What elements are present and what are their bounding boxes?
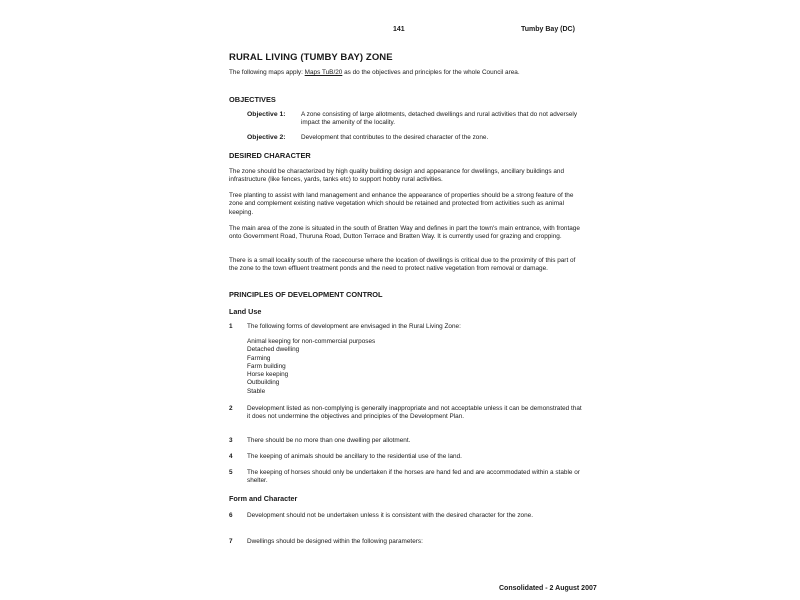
list-item: Farm building: [247, 362, 286, 370]
list-item: Animal keeping for non-commercial purposes: [247, 338, 376, 345]
objective-2-text: Development that contributes to the desired character of the zone.: [301, 134, 489, 141]
principle-number: 1: [229, 323, 233, 330]
page-title: RURAL LIVING (TUMBY BAY) ZONE: [229, 52, 393, 63]
principle-number: 7: [229, 538, 233, 545]
principle-text: There should be no more than one dwelling per allotment.: [247, 437, 411, 444]
list-item: Farming: [247, 354, 271, 362]
land-use-heading: Land Use: [229, 307, 262, 316]
envisaged-development-list: [247, 338, 375, 396]
intro-text: [229, 69, 584, 77]
list-item: Detached dwelling: [247, 346, 300, 354]
consolidated-date: Consolidated - 2 August 2007: [499, 585, 597, 592]
principle-number: 3: [229, 437, 233, 444]
principles-heading: PRINCIPLES OF DEVELOPMENT CONTROL: [229, 290, 383, 299]
intro-before: The following maps apply:: [229, 69, 305, 76]
objective-1-text: A zone consisting of large allotments, detached dwellings and rural activities that do not adversely impact the amenity of the locality.: [301, 111, 578, 127]
principle-text: The keeping of animals should be ancillary to the residential use of the land.: [247, 453, 462, 460]
objective-2-label: Objective 2:: [247, 134, 286, 141]
page-number: 141: [393, 26, 405, 33]
intro-after: as do the objectives and principles for the whole Council area.: [342, 69, 520, 76]
principle-number: 4: [229, 453, 233, 460]
principle-number: 2: [229, 405, 233, 412]
objective-1-label: Objective 1:: [247, 111, 286, 118]
principle-text: Development listed as non-complying is generally inappropriate and not acceptable unless it can be demonstrated that it does not undermine the objectives and principles of the Development Plan.: [247, 405, 582, 421]
principle-text: The following forms of development are envisaged in the Rural Living Zone:: [247, 323, 461, 330]
list-item: Outbuilding: [247, 379, 280, 387]
desired-character-paragraph: The zone should be characterized by high quality building design and appearance for dwellings, ancillary buildings and infrastructure (like fences, yards, tanks etc) to support hobby rural activities.: [229, 168, 565, 184]
desired-character-paragraph: There is a small locality south of the racecourse where the location of dwellings is critical due to the proximity of this part of the zone to the town effluent treatment ponds and the need to protect native vegetation from removal or damage.: [229, 257, 576, 273]
principle-text: The keeping of horses should only be undertaken if the horses are hand fed and are accommodated within a stable or shelter.: [247, 469, 580, 485]
desired-character-paragraph: Tree planting to assist with land management and enhance the appearance of properties should be a strong feature of the zone and complement existing native vegetation which should be retained and protected from activities such as animal keeping.: [229, 192, 574, 216]
principle-number: 6: [229, 512, 233, 519]
council-name: Tumby Bay (DC): [521, 26, 575, 33]
form-character-heading: Form and Character: [229, 494, 298, 503]
list-item: Horse keeping: [247, 371, 289, 379]
principle-text: Dwellings should be designed within the following parameters:: [247, 538, 423, 545]
maps-link[interactable]: Maps TuB/20: [304, 69, 343, 76]
principle-text: Development should not be undertaken unless it is consistent with the desired character for the zone.: [247, 512, 533, 519]
desired-character-paragraph: The main area of the zone is situated in the south of Bratten Way and defines in part the town's main entrance, with frontage onto Government Road, Thuruna Road, Dutton Terrace and Bratten Way. It is currently used for grazing and cropping.: [229, 225, 580, 241]
objectives-heading: OBJECTIVES: [229, 95, 276, 104]
desired-character-heading: DESIRED CHARACTER: [229, 151, 311, 160]
list-item: Stable: [247, 387, 266, 395]
principle-number: 5: [229, 469, 233, 476]
